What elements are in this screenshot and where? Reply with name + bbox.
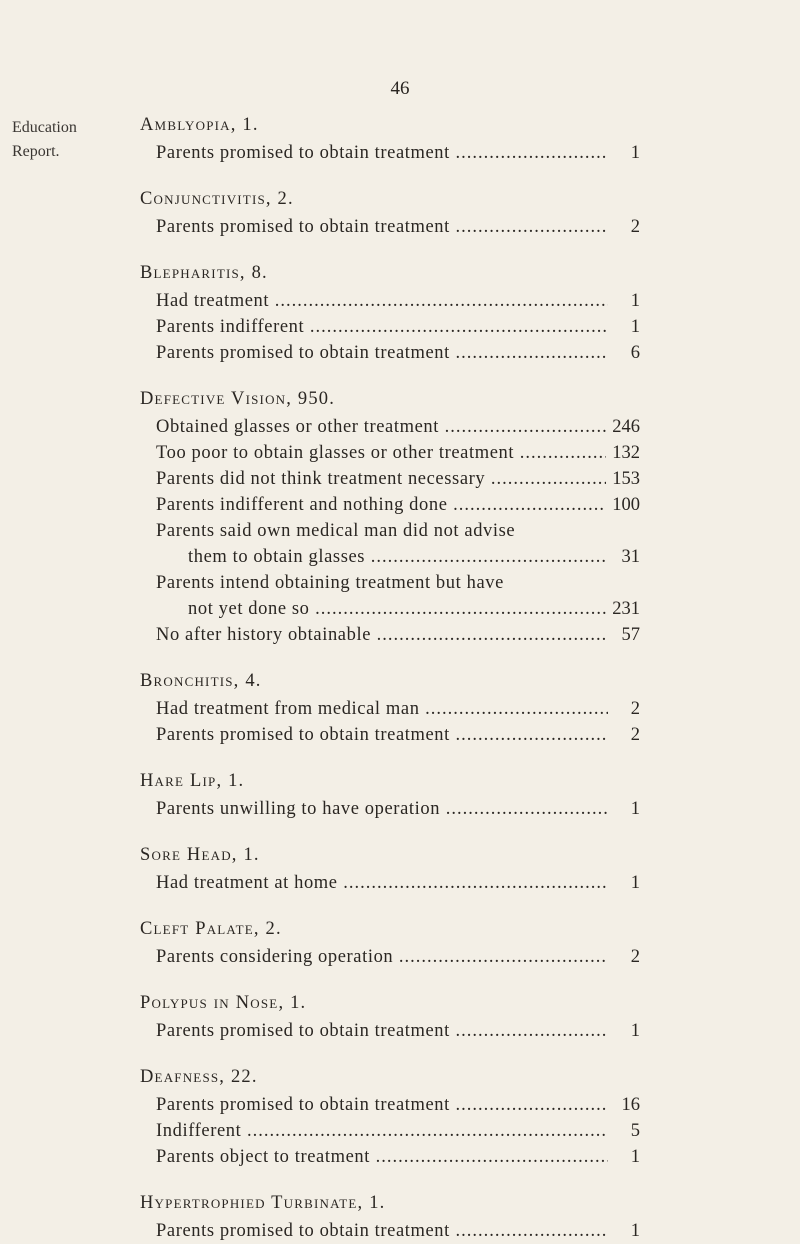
entry-count: 1	[630, 1021, 640, 1041]
entry-list	[156, 696, 640, 748]
section-heading: Hare Lip, 1.	[140, 771, 245, 791]
list-item	[156, 440, 640, 466]
section-polypus-in-nose	[140, 988, 640, 1044]
list-item	[156, 414, 640, 440]
list-item	[156, 314, 640, 340]
entry-label: Too poor to obtain glasses or other treatment .....	[156, 440, 606, 466]
margin-note-line-1: Education	[12, 119, 77, 136]
section-heading: Polypus in Nose, 1.	[140, 993, 307, 1013]
section-bronchitis	[140, 666, 640, 748]
section-conjunctivitis	[140, 184, 640, 240]
entry-count: 231	[612, 599, 640, 619]
list-item	[156, 1118, 640, 1144]
entry-count: 2	[630, 725, 640, 745]
entry-list	[156, 944, 640, 970]
entry-label: Parents promised to obtain treatment .....	[156, 1018, 608, 1044]
list-item	[156, 1218, 640, 1244]
section-heading: Deafness, 22.	[140, 1067, 258, 1087]
page-number: 46	[390, 78, 410, 99]
entry-label: No after history obtainable .....	[156, 622, 608, 648]
entry-count: 57	[621, 625, 640, 645]
list-item	[156, 466, 640, 492]
entry-label: Parents did not think treatment necessary .....	[156, 466, 606, 492]
entry-label-line-1: Parents intend obtaining treatment but have	[156, 573, 504, 593]
entry-count: 1	[630, 143, 640, 163]
list-item	[156, 140, 640, 166]
entry-count: 246	[612, 417, 640, 437]
section-heading: Cleft Palate, 2.	[140, 919, 282, 939]
entry-count: 1	[630, 873, 640, 893]
entry-label: Had treatment .....	[156, 288, 608, 314]
list-item	[156, 696, 640, 722]
list-item	[156, 870, 640, 896]
entry-label: Indifferent .....	[156, 1118, 608, 1144]
entry-count: 2	[630, 217, 640, 237]
entry-count: 31	[621, 547, 640, 567]
list-item	[156, 288, 640, 314]
entry-count: 1	[630, 799, 640, 819]
entry-list	[156, 1018, 640, 1044]
list-item	[156, 492, 640, 518]
entry-label: Parents considering operation .....	[156, 944, 608, 970]
entry-label: Parents promised to obtain treatment .....	[156, 722, 608, 748]
entry-label-line-2: not yet done so .....	[188, 596, 606, 622]
entry-label: Had treatment from medical man .....	[156, 696, 608, 722]
section-heading: Sore Head, 1.	[140, 845, 260, 865]
entry-count: 1	[630, 291, 640, 311]
entry-count: 132	[612, 443, 640, 463]
entry-label: Parents indifferent and nothing done .....	[156, 492, 606, 518]
section-heading: Defective Vision, 950.	[140, 389, 336, 409]
entry-label: Parents promised to obtain treatment .....	[156, 214, 608, 240]
section-defective-vision	[140, 384, 640, 648]
entry-label: Parents promised to obtain treatment .....	[156, 1218, 608, 1244]
entry-list	[156, 140, 640, 166]
section-heading: Bronchitis, 4.	[140, 671, 262, 691]
margin-note	[12, 116, 77, 164]
margin-note-line-2: Report.	[12, 143, 60, 160]
section-sore-head	[140, 840, 640, 896]
entry-list	[156, 1092, 640, 1170]
entry-label: Had treatment at home .....	[156, 870, 608, 896]
entry-label: Parents promised to obtain treatment .....	[156, 140, 608, 166]
list-item	[156, 570, 640, 622]
entry-count: 16	[621, 1095, 640, 1115]
entry-count: 2	[630, 947, 640, 967]
entry-count: 100	[612, 495, 640, 515]
section-heading: Blepharitis, 8.	[140, 263, 268, 283]
entry-list	[156, 288, 640, 366]
section-heading: Amblyopia, 1.	[140, 115, 259, 135]
list-item	[156, 1092, 640, 1118]
entry-label: Parents promised to obtain treatment .....	[156, 1092, 608, 1118]
list-item	[156, 1018, 640, 1044]
section-blepharitis	[140, 258, 640, 366]
entry-label: Obtained glasses or other treatment .....	[156, 414, 606, 440]
entry-count: 1	[630, 1147, 640, 1167]
report-body	[140, 110, 640, 1244]
entry-label-line-1: Parents said own medical man did not advise	[156, 521, 516, 541]
section-hare-lip	[140, 766, 640, 822]
entry-list	[156, 214, 640, 240]
entry-count: 2	[630, 699, 640, 719]
section-heading: Hypertrophied Turbinate, 1.	[140, 1193, 386, 1213]
list-item	[156, 340, 640, 366]
list-item	[156, 622, 640, 648]
entry-label-line-2: them to obtain glasses .....	[188, 544, 608, 570]
entry-label: Parents unwilling to have operation .....	[156, 796, 608, 822]
list-item	[156, 518, 640, 570]
entry-count: 1	[630, 317, 640, 337]
entry-label: Parents indifferent .....	[156, 314, 608, 340]
section-hypertrophied-turbinate	[140, 1188, 640, 1244]
entry-label: Parents object to treatment .....	[156, 1144, 608, 1170]
entry-label: Parents promised to obtain treatment .....	[156, 340, 608, 366]
entry-list	[156, 1218, 640, 1244]
entry-count: 153	[612, 469, 640, 489]
list-item	[156, 722, 640, 748]
entry-count: 1	[630, 1221, 640, 1241]
list-item	[156, 944, 640, 970]
list-item	[156, 796, 640, 822]
entry-list	[156, 414, 640, 648]
list-item	[156, 214, 640, 240]
list-item	[156, 1144, 640, 1170]
entry-list	[156, 796, 640, 822]
entry-count: 5	[630, 1121, 640, 1141]
entry-count: 6	[630, 343, 640, 363]
entry-list	[156, 870, 640, 896]
section-amblyopia	[140, 110, 640, 166]
section-heading: Conjunctivitis, 2.	[140, 189, 294, 209]
section-cleft-palate	[140, 914, 640, 970]
section-deafness	[140, 1062, 640, 1170]
